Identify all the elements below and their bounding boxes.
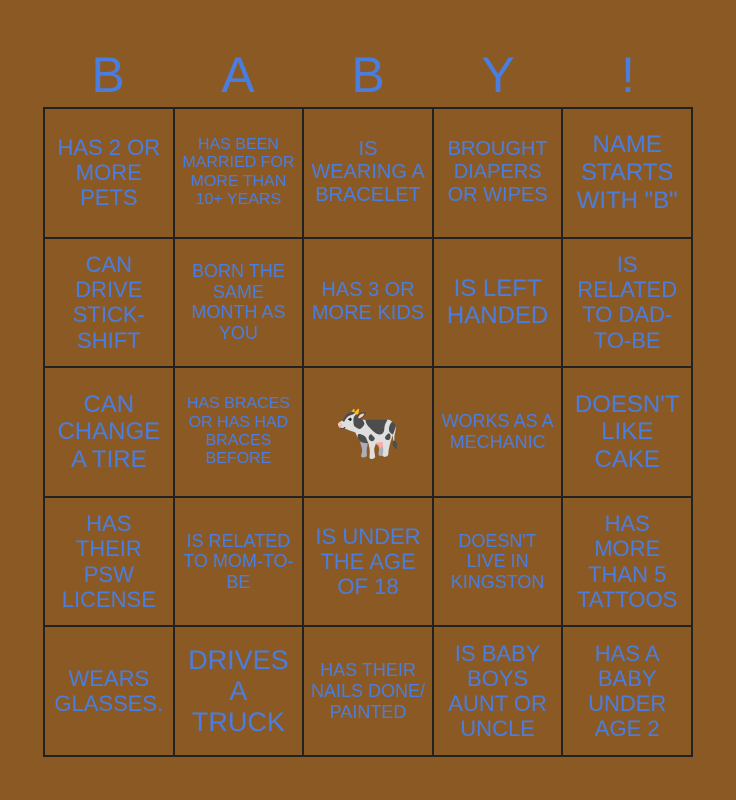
bingo-cell[interactable]: IS RELATED TO DAD-TO-BE <box>562 238 692 368</box>
header-letter-a: A <box>221 47 255 103</box>
bingo-cell[interactable]: WEARS GLASSES. <box>44 626 174 756</box>
bingo-cell[interactable]: IS LEFT HANDED <box>433 238 563 368</box>
bingo-cell[interactable]: IS BABY BOYS AUNT OR UNCLE <box>433 626 563 756</box>
bingo-cell[interactable]: CAN DRIVE STICK-SHIFT <box>44 238 174 368</box>
bingo-cell[interactable]: CAN CHANGE A TIRE <box>44 367 174 497</box>
bingo-cell[interactable]: BROUGHT DIAPERS OR WIPES <box>433 108 563 238</box>
header-letter-b: B <box>91 47 125 103</box>
bingo-cell[interactable]: HAS 3 OR MORE KIDS <box>303 238 433 368</box>
header-letter-b2: B <box>351 47 385 103</box>
free-space-cow-icon[interactable]: 🐄 <box>303 367 433 497</box>
bingo-cell[interactable]: DOESN'T LIKE CAKE <box>562 367 692 497</box>
bingo-cell[interactable]: DRIVES A TRUCK <box>174 626 304 756</box>
bingo-cell[interactable]: WORKS AS A MECHANIC <box>433 367 563 497</box>
bingo-cell[interactable]: IS RELATED TO MOM-TO-BE <box>174 497 304 627</box>
bingo-cell[interactable]: NAME STARTS WITH "B" <box>562 108 692 238</box>
bingo-cell[interactable]: HAS BRACES OR HAS HAD BRACES BEFORE <box>174 367 304 497</box>
bingo-cell[interactable]: HAS BEEN MARRIED FOR MORE THAN 10+ YEARS <box>174 108 304 238</box>
bingo-cell[interactable]: BORN THE SAME MONTH AS YOU <box>174 238 304 368</box>
bingo-cell[interactable]: HAS A BABY UNDER AGE 2 <box>562 626 692 756</box>
bingo-cell[interactable]: HAS THEIR NAILS DONE/ PAINTED <box>303 626 433 756</box>
bingo-cell[interactable]: IS WEARING A BRACELET <box>303 108 433 238</box>
bingo-cell[interactable]: HAS 2 OR MORE PETS <box>44 108 174 238</box>
bingo-cell[interactable]: IS UNDER THE AGE OF 18 <box>303 497 433 627</box>
header-exclamation: ! <box>621 47 635 103</box>
bingo-cell[interactable]: HAS MORE THAN 5 TATTOOS <box>562 497 692 627</box>
bingo-header <box>43 44 693 106</box>
bingo-cell[interactable]: HAS THEIR PSW LICENSE <box>44 497 174 627</box>
bingo-cell[interactable]: DOESN'T LIVE IN KINGSTON <box>433 497 563 627</box>
bingo-card <box>43 107 693 757</box>
header-letter-y: Y <box>481 47 515 103</box>
